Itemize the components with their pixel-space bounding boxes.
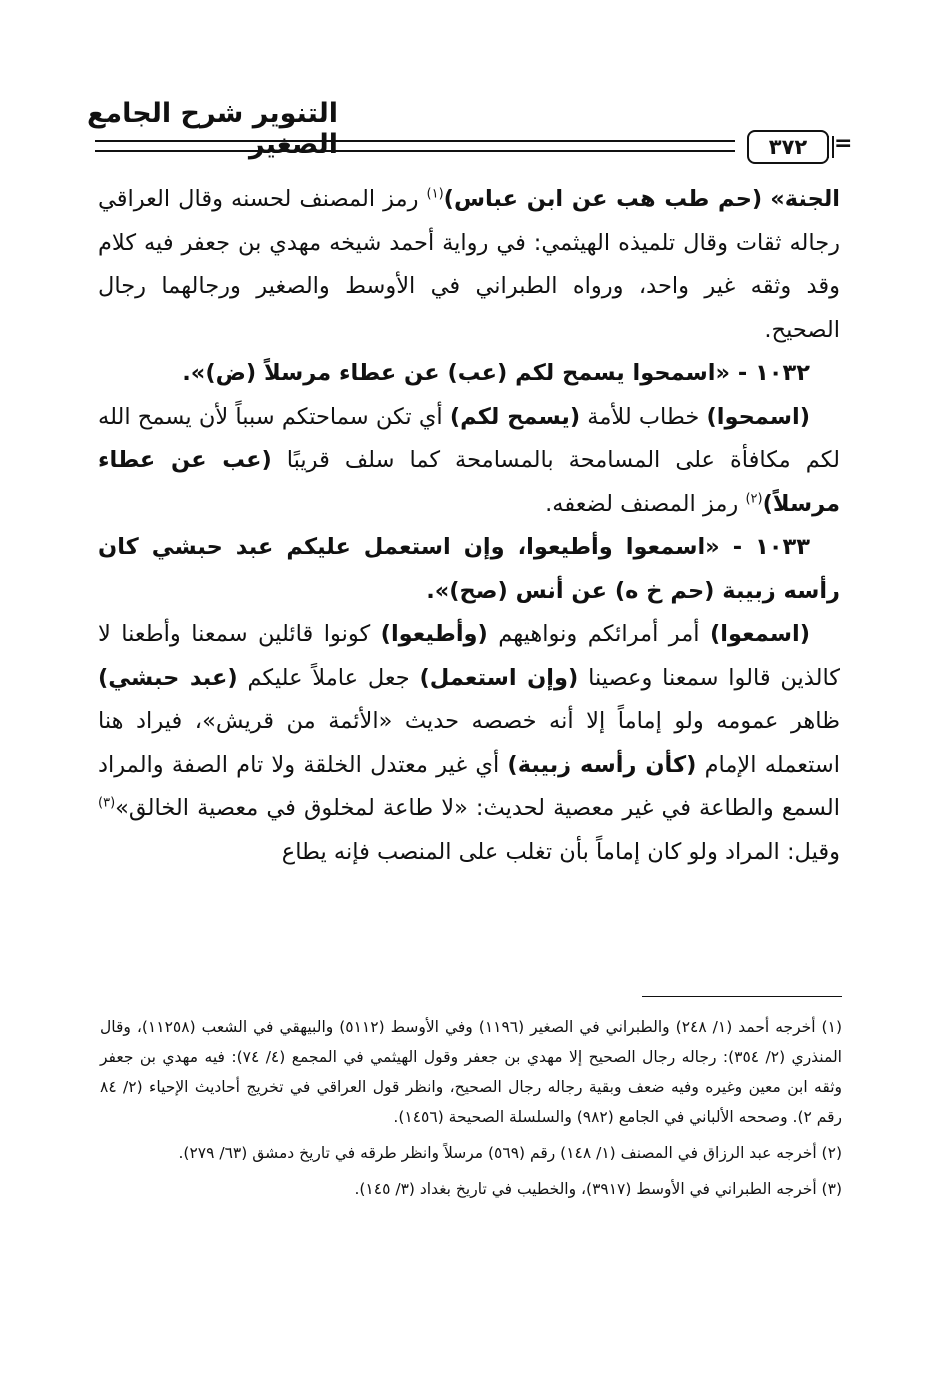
text-run: رمز المصنف لضعفه. [545, 490, 746, 517]
quoted-term: (كأن رأسه زبيبة) [507, 751, 697, 778]
text-run: جعل عاملاً عليكم [237, 664, 420, 691]
footnote-marker[interactable]: (٣) [98, 795, 116, 811]
text-run: أي تكن سماحتكم سبباً لأن يسمح الله لكم مكافأة على المسامحة بالمسامحة كما سلف قريبًا [98, 403, 840, 473]
hadith-1032: ١٠٣٢ - «اسمحوا يسمح لكم (عب) عن عطاء مرسلاً (ض)». [182, 360, 810, 386]
footnotes [100, 1012, 842, 1210]
source-reference: (حم طب هب عن ابن عباس) [443, 186, 763, 212]
footnote-3: (٣) أخرجه الطبراني في الأوسط (٣٩١٧)، والخطيب في تاريخ بغداد (٣/ ١٤٥). [354, 1180, 842, 1198]
text-run: ظاهر عمومه ولو إماماً إلا أنه خصصه حديث «الأئمة من قريش»، فيراد هنا استعمله الإمام [98, 708, 840, 778]
hadith-1033: ١٠٣٣ - «اسمعوا وأطيعوا، وإن استعمل عليكم عبد حبشي كان رأسه زبيبة (حم خ ه) عن أنس (صح)». [98, 534, 840, 604]
main-text [98, 178, 840, 874]
quoted-term: (اسمحوا) [706, 403, 810, 430]
text-run: الجنة» [770, 186, 840, 212]
text-run: وقيل: المراد ولو كان إماماً بأن تغلب على المنصب فإنه يطاع [281, 838, 840, 865]
text-run: أمر أمرائكم ونواهيهم [487, 621, 710, 647]
quoted-term: (وأطيعوا) [380, 621, 488, 647]
text-run: رمز المصنف لحسنه وقال العراقي رجاله ثقات وقال تلميذه الهيثمي: في رواية أحمد شيخه مهدي بن جعفر فيه كلام وقد وثقه غير واحد، ورواه الطبراني في الأوسط والصغير ورجالهما رجال الصحيح. [98, 186, 840, 343]
footnote-2: (٢) أخرجه عبد الرزاق في المصنف (١/ ١٤٨) رقم (٥٦٩) مرسلاً وانظر طرقه في تاريخ دمشق (٦٣/ ٢٧٩). [178, 1144, 842, 1162]
text-run: خطاب للأمة [580, 403, 707, 430]
page-number: ٣٧٢ [747, 130, 829, 164]
paragraph-5 [98, 613, 840, 874]
header-dash: = [834, 131, 853, 156]
quoted-term: (يسمح لكم) [449, 403, 581, 430]
quoted-term: (وإن استعمل) [419, 664, 579, 691]
paragraph-3 [98, 396, 840, 527]
footnote-marker[interactable]: (٢) [745, 491, 763, 506]
text-run: أي غير معتدل الخلقة ولا تام الصفة والمراد السمع والطاعة في غير معصية لحديث: «لا طاعة لمخلوق في معصية الخالق» [98, 751, 840, 821]
footnote-marker[interactable]: (١) [426, 186, 444, 202]
quoted-term: (اسمعوا) [709, 621, 810, 647]
footnote-1: (١) أخرجه أحمد (١/ ٢٤٨) والطبراني في الصغير (١١٩٦) وفي الأوسط (٥١١٢) والبيهقي في الشعب (١١٢٥٨)، وقال المنذري (٢/ ٣٥٤): رجاله رجال الصحيح إلا مهدي بن جعفر وقول الهيثمي في المجمع (٤/ ٧٤): فيه مهدي بن جعفر وثقه ابن معين وغيره وفيه ضعف وبقية رجاله رجال الصحيح، وانظر قول العراقي في تخريج أحاديث الإحياء (٢/ ٨٤ رقم ٢). وصححه الألباني في الجامع (٩٨٢) والسلسلة الصحيحة (١٤٥٦). [100, 1018, 842, 1126]
running-title: التنوير شرح الجامع الصغير [86, 98, 338, 160]
text-run: كونوا قائلين سمعنا وأطعنا لا كالذين قالوا سمعنا وعصينا [98, 621, 841, 691]
source-reference: (عب عن عطاء مرسلاً) [98, 447, 840, 517]
header-rule [95, 140, 735, 152]
quoted-term: (عبد حبشي) [98, 664, 238, 691]
footnote-rule [642, 996, 842, 997]
paragraph-1 [98, 178, 840, 352]
